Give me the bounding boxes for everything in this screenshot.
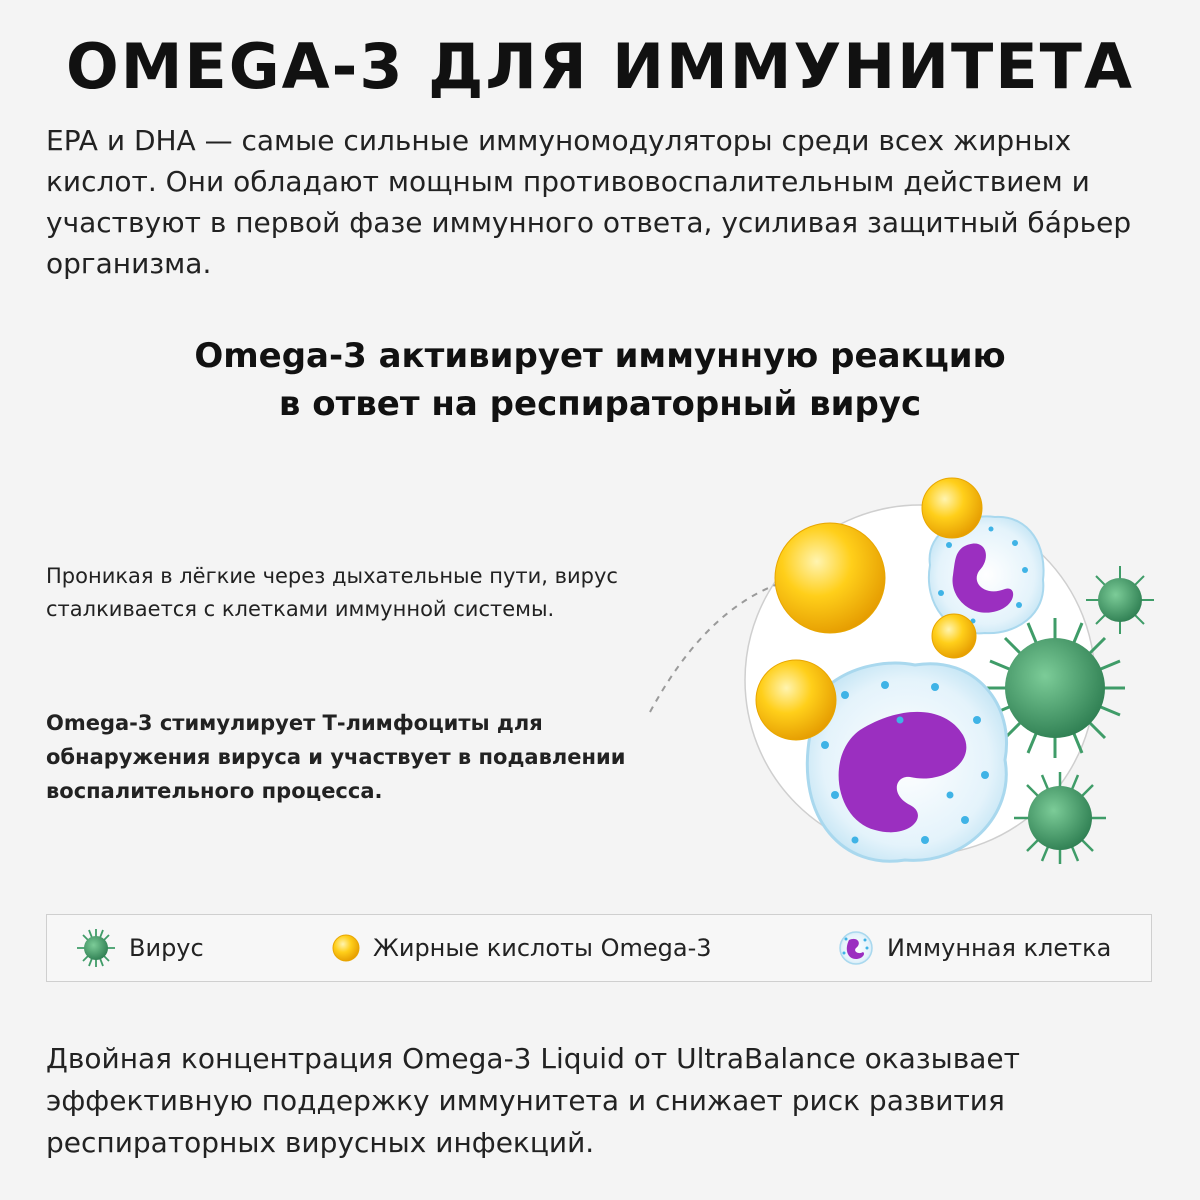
omega-droplet-large [775,523,885,633]
legend-item-immune-cell [837,915,1111,981]
legend-label-immune-cell: Иммунная клетка [887,934,1112,962]
intro-paragraph: EPA и DHA — самые сильные иммуномодуляторы среди всех жирных кислот. Они обладают мощным противовоспалительным действием и участвуют в первой фазе иммунного ответа, усиливая защитный бáрьер организма. [46,124,1132,280]
section-subtitle [0,332,1200,428]
legend-label-virus: Вирус [129,934,204,962]
omega-droplet-icon [331,933,361,963]
omega-droplet-middle [932,614,976,658]
subtitle-line-2: в ответ на респираторный вирус [278,384,922,424]
immune-response-illustration [620,460,1160,900]
legend [46,914,1152,982]
legend-item-omega [331,915,712,981]
virus-entry-paragraph: Проникая в лёгкие через дыхательные пути, вирус сталкивается с клетками иммунной системы. [46,564,618,621]
omega-effect-paragraph: Omega-3 стимулирует Т-лимфоциты для обнаружения вируса и участвует в подавлении воспалительного процесса. [46,711,626,803]
omega-droplet-top [922,478,982,538]
virus-icon [75,927,117,969]
page-title: OMEGA-3 ДЛЯ ИММУНИТЕТА [66,30,1134,103]
virus-small-top [1086,566,1154,634]
legend-label-omega: Жирные кислоты Omega-3 [373,934,712,962]
immune-cell-icon [837,929,875,967]
legend-item-virus [75,915,204,981]
immune-cell-large [807,663,1006,861]
subtitle-line-1: Omega-3 активирует иммунную реакцию [194,336,1006,376]
virus-small-bottom [1014,772,1106,864]
outro-paragraph: Двойная концентрация Omega-3 Liquid от UltraBalance оказывает эффективную поддержку иммунитета и снижает риск развития респираторных вирусных инфекций. [46,1042,1020,1159]
omega-droplet-left [756,660,836,740]
